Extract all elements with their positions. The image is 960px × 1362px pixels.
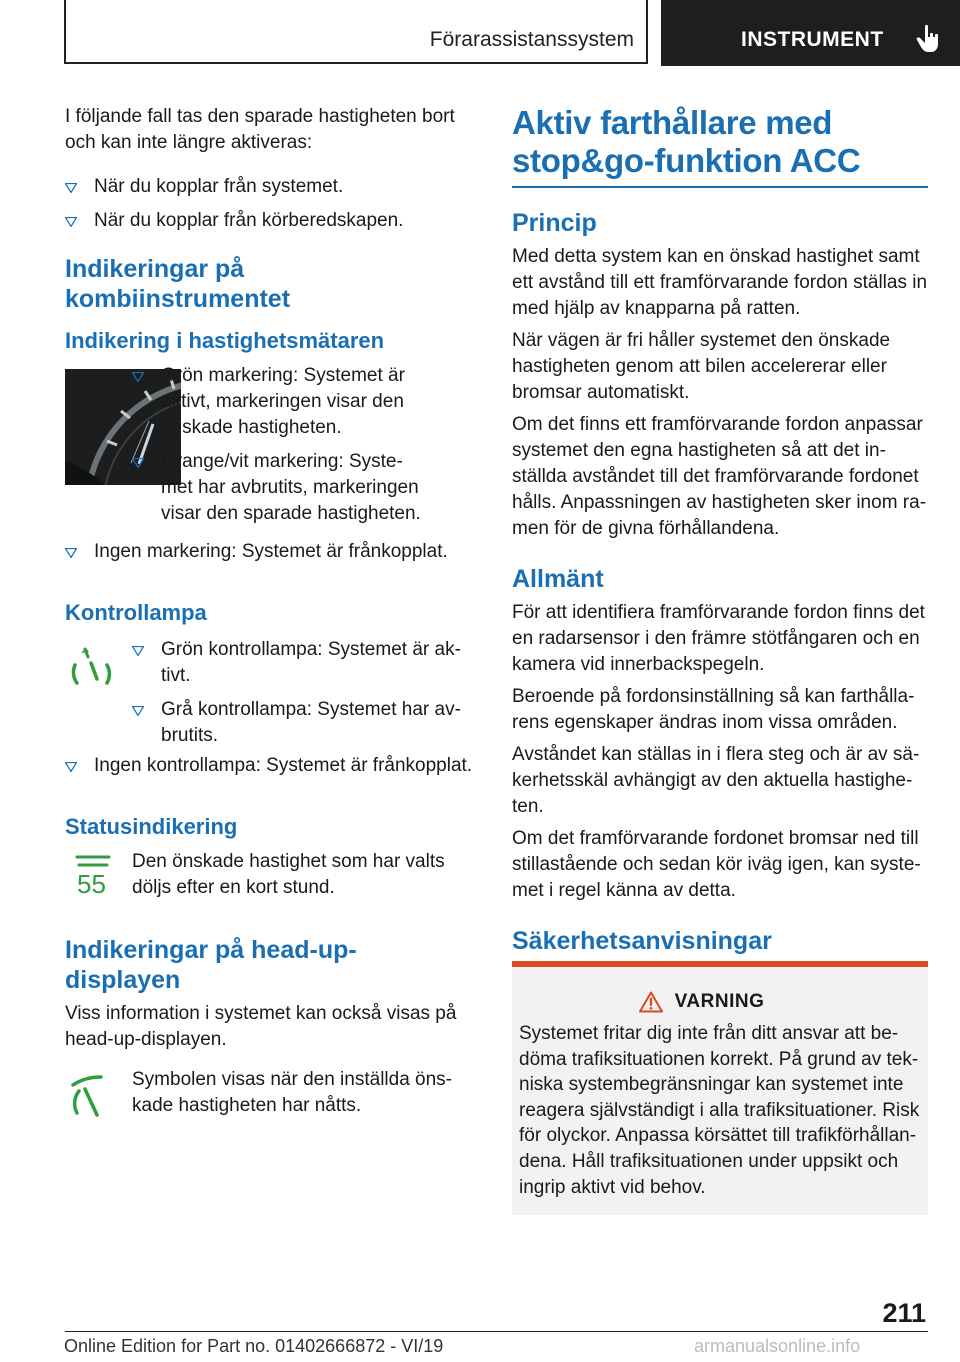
hud-speed-reached-icon: [69, 1075, 121, 1123]
statusindikering-section: [65, 849, 480, 919]
status-text: Den önskade hastighet som har valts döljs efter en kort stund.: [132, 851, 445, 898]
princip-paragraph: När vägen är fri håller systemet den önskade hastigheten genom att bilen accelererar eller bromsar automatiskt.: [512, 330, 891, 403]
triangle-bullet-icon: [132, 706, 144, 716]
allmant-paragraph: För att identifiera framförvarande fordon finns det en radarsensor i den främre stötfångaren och en kamera vid innerbackspegeln.: [512, 602, 925, 675]
footer-divider: [65, 1331, 860, 1332]
warning-title: VARNING: [674, 991, 765, 1012]
section-title: Aktiv farthållare med stop&go-funktion ACC: [512, 104, 861, 179]
list-item: Grön markering: Systemet är aktivt, markeringen visar den önskade hastigheten.: [132, 363, 480, 441]
list-item-text: När du kopplar från systemet.: [94, 176, 344, 197]
right-column: [512, 104, 928, 956]
heading-sakerhetsanvisningar: Säkerhetsanvisningar: [512, 927, 772, 955]
heading-indikeringar-kombi: Indikeringar på kombiinstrumentet: [65, 255, 291, 313]
list-item: [65, 208, 480, 234]
page-number: 211: [882, 1298, 926, 1328]
triangle-bullet-icon: [65, 217, 77, 227]
triangle-bullet-icon: [65, 548, 77, 558]
heading-hastighetsmataren: Indikering i hastighetsmätaren: [65, 328, 385, 353]
header-chapter-title: INSTRUMENT: [741, 28, 884, 51]
list-item: Orange/vit markering: Syste- met har avbrutits, markeringen visar den sparade hastigheten.: [132, 449, 480, 527]
warning-title-row: [519, 991, 920, 1013]
cruise-control-lamp-icon: [67, 643, 117, 693]
speedometer-bullets: [132, 363, 480, 527]
princip-paragraph: Med detta system kan en önskad hastighet samt ett avstånd till ett framförvarande fordon ställas in med hjälp av knapparna på ratten.: [512, 246, 928, 319]
list-item: Ingen markering: Systemet är frånkopplat.: [65, 539, 480, 565]
triangle-bullet-icon: [65, 762, 77, 772]
heading-princip: Princip: [512, 209, 597, 237]
list-item: [65, 174, 480, 200]
triangle-bullet-icon: [132, 372, 144, 382]
intro-line-2: och kan inte längre aktiveras:: [65, 132, 313, 153]
hud-text-line-1: Viss information i systemet kan också visas på: [65, 1003, 457, 1024]
header-section-title: Förarassistanssystem: [429, 28, 634, 51]
heading-statusindikering: Statusindikering: [65, 814, 238, 839]
left-column: [65, 104, 480, 1137]
status-icon-number: 55: [77, 869, 106, 899]
list-item: Ingen kontrollampa: Systemet är frånkopplat.: [65, 753, 480, 779]
set-speed-status-icon: [73, 853, 121, 901]
triangle-bullet-icon: [132, 458, 144, 468]
list-item: Grön kontrollampa: Systemet är ak- tivt.: [132, 637, 480, 689]
heading-allmant: Allmänt: [512, 565, 604, 593]
title-divider: [512, 186, 928, 188]
hand-pointer-icon: [916, 24, 942, 54]
header-chapter-tab: [661, 0, 960, 66]
allmant-paragraph: Om det framförvarande fordonet bromsar ned till stillastående och sedan kör iväg igen, kan syste- met i regel känna av detta.: [512, 828, 921, 901]
list-item: Grå kontrollampa: Systemet har av- brutits.: [132, 697, 480, 749]
kontrollampa-section: [65, 637, 480, 747]
triangle-bullet-icon: [65, 183, 77, 193]
intro-line-1: I följande fall tas den sparade hastigheten bort: [65, 106, 455, 127]
hud-text-line-2: head-up-displayen.: [65, 1029, 227, 1050]
footer-edition: Online Edition for Part no. 01402666872 - VI/19: [64, 1336, 444, 1356]
hud-icon-text: Symbolen visas när den inställda öns- kade hastigheten har nåtts.: [132, 1069, 453, 1116]
heading-head-up: Indikeringar på head-up- displayen: [65, 936, 357, 994]
triangle-bullet-icon: [132, 646, 144, 656]
allmant-paragraph: Beroende på fordonsinställning så kan farthålla- rens egenskaper ändras inom vissa områden.: [512, 686, 915, 733]
footer-watermark: armanualsonline.info: [694, 1336, 861, 1356]
hud-icon-section: [65, 1067, 480, 1137]
allmant-paragraph: Avståndet kan ställas in i flera steg och är av sä- kerhetsskäl avhängigt av den aktuella hastighe- ten.: [512, 744, 920, 817]
list-item-text: När du kopplar från körberedskapen.: [94, 210, 404, 231]
speedometer-section: [65, 363, 480, 533]
kontrollampa-bullets: [132, 637, 480, 749]
warning-box: VARNING Systemet fritar dig inte från ditt ansvar att be- döma trafiksituationen korrekt. På grund av tek- niska systembegränsningar kan systemet inte reagera självständigt i alla trafiksituationer. Risk för olyckor. Anpassa körsättet till trafikförhållan- dena. Håll trafiksituationen under uppsikt och ingrip aktivt vid behov.: [512, 961, 928, 1215]
heading-kontrollampa: Kontrollampa: [65, 600, 207, 625]
princip-paragraph: Om det finns ett framförvarande fordon anpassar systemet den egna hastigheten så att det in- ställda avståndet till det framförvarande fordonet hålls. Anpassningen av hastigheten sker inom ra- men för de givna förhållandena.: [512, 414, 927, 539]
warning-triangle-icon: [639, 991, 663, 1013]
footer-divider-right: [860, 1331, 928, 1332]
header-section-box: [64, 0, 648, 64]
